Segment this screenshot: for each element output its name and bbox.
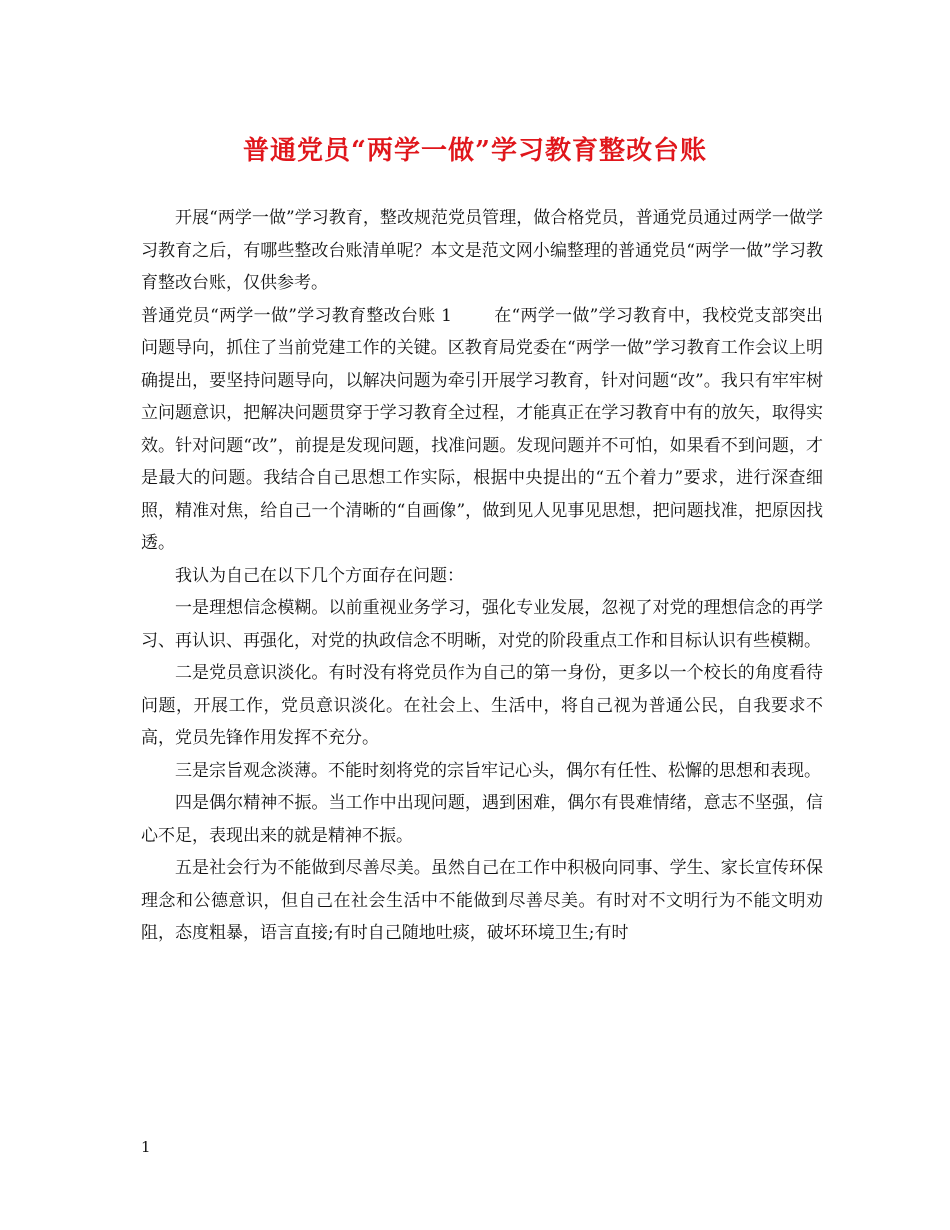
body-paragraph: 四是偶尔精神不振。当工作中出现问题，遇到困难，偶尔有畏难情绪，意志不坚强，信心不足，表现出来的就是精神不振。: [141, 793, 823, 846]
document-body: [141, 202, 823, 950]
document-title: 普通党员“两学一做”学习教育整改台账: [243, 136, 707, 166]
body-paragraph: 三是宗旨观念淡薄。不能时刻将党的宗旨牢记心头，偶尔有任性、松懈的思想和表现。: [175, 760, 821, 781]
body-paragraph: 一是理想信念模糊。以前重视业务学习，强化专业发展，忽视了对党的理想信念的再学习、再认识、再强化，对党的执政信念不明晰，对党的阶段重点工作和目标认识有些模糊。: [141, 598, 823, 651]
section-paragraph: [141, 300, 823, 560]
body-paragraph: 我认为自己在以下几个方面存在问题：: [175, 565, 464, 586]
page-number: 1: [141, 1138, 151, 1156]
section-heading: 普通党员“两学一做”学习教育整改台账 1: [141, 305, 452, 326]
body-paragraph: 二是党员意识淡化。有时没有将党员作为自己的第一身份，更多以一个校长的角度看待问题，开展工作，党员意识淡化。在社会上、生活中，将自己视为普通公民，自我要求不高，党员先锋作用发挥不充分。: [141, 663, 823, 748]
body-paragraph: 五是社会行为不能做到尽善尽美。虽然自己在工作中积极向同事、学生、家长宣传环保理念和公德意识，但自己在社会生活中不能做到尽善尽美。有时对不文明行为不能文明劝阻，态度粗暴，语言直接;有时自己随地吐痰，破坏环境卫生;有时: [141, 858, 823, 943]
intro-paragraph: 开展“两学一做”学习教育，整改规范党员管理，做合格党员，普通党员通过两学一做学习教育之后，有哪些整改台账清单呢？本文是范文网小编整理的普通党员“两学一做”学习教育整改台账，仅供参考。: [141, 208, 823, 293]
section-lead: 在“两学一做”学习教育中，我校党支部突出问题导向，抓住了当前党建工作的关键。区教育局党委在“两学一做”学习教育工作会议上明确提出，要坚持问题导向，以解决问题为牵引开展学习教育，针对问题“改”。我只有牢牢树立问题意识，把解决问题贯穿于学习教育全过程，才能真正在学习教育中有的放矢，取得实效。针对问题“改”，前提是发现问题，找准问题。发现问题并不可怕，如果看不到问题，才是最大的问题。我结合自己思想工作实际，根据中央提出的“五个着力”要求，进行深查细照，精准对焦，给自己一个清晰的“自画像”，做到见人见事见思想，把问题找准，把原因找透。: [141, 305, 823, 553]
